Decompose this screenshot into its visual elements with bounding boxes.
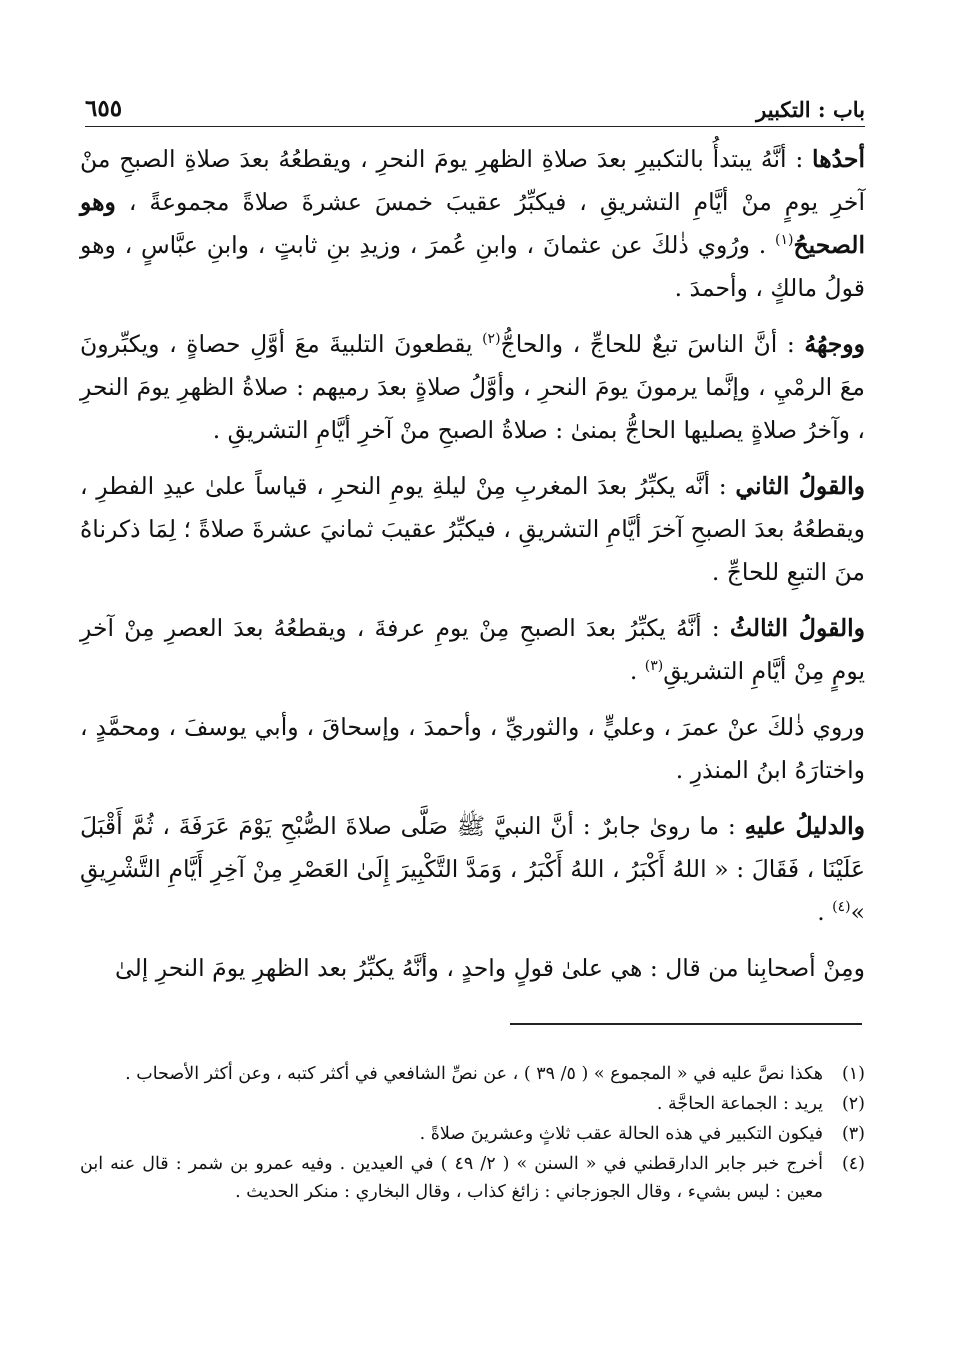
paragraph-text: : أنَّهُ يبتدأُ بالتكبيرِ بعدَ صلاةِ الظهرِ يومَ النحرِ ، ويقطعُهُ بعدَ صلاةِ الصبحِ منْ آخرِ يومٍ منْ أيَّامِ التشريقِ ، فيكبِّرُ عقيبَ خمسَ عشرةَ صلاةً مجموعةً ، xyxy=(80,145,865,216)
footnote-text: فيكون التكبير في هذه الحالة عقب ثلاثٍ وعشرينَ صلاةً . xyxy=(419,1124,823,1144)
keyword: والقولُ الثالثُ xyxy=(729,614,866,642)
paragraph-continuation xyxy=(80,947,865,990)
paragraph-text: : ما روىٰ جابرٌ : أنَّ النبيَّ ﷺ صَلَّى صلاةَ الصُّبْحِ يَوْمَ عَرَفَةَ ، ثُمَّ أَقْبَلَ عَلَيْنَا ، فَقَالَ : « اللهُ أَكْبَرُ ، اللهُ أَكْبَرُ ، وَمَدَّ التَّكْبِيرَ إِلَىٰ العَصْرِ مِنْ آخِرِ أَيَّامِ التَّشْرِيقِ » xyxy=(80,812,865,926)
keyword: والدليلُ عليهِ xyxy=(744,812,865,840)
chapter-title: باب : التكبير xyxy=(756,97,865,122)
footnote xyxy=(80,1060,865,1088)
paragraph-text: . ورُوي ذٰلكَ عن عثمانَ ، وابنِ عُمرَ ، وزيدِ بنِ ثابتٍ ، وابنِ عبَّاسٍ ، وهو قولُ مالكٍ ، وأحمدَ . xyxy=(80,231,865,302)
page-header xyxy=(85,82,865,127)
footnote-ref[interactable]: (٤) xyxy=(832,899,851,916)
footnote-ref[interactable]: (٢) xyxy=(482,331,501,348)
footnote-number: (١) xyxy=(841,1064,865,1084)
footnote-number: (٣) xyxy=(841,1124,865,1144)
keyword: ووجهُهُ xyxy=(804,330,865,358)
keyword: أحدُها xyxy=(812,145,865,173)
paragraph-text: وروي ذٰلكَ عنْ عمرَ ، وعليٍّ ، والثوريِّ ، وأحمدَ ، وإسحاقَ ، وأبي يوسفَ ، ومحمَّدٍ ، واختارَهُ ابنُ المنذرِ . xyxy=(80,713,865,784)
footnote-divider xyxy=(510,1023,862,1025)
footnote-number: (٤) xyxy=(841,1154,865,1174)
footnote-ref[interactable]: (٣) xyxy=(644,658,664,675)
keyword: والقولُ الثاني xyxy=(735,472,866,500)
paragraph-text: : أنَّهُ يكبِّرُ بعدَ الصبحِ مِنْ يومِ عرفةَ ، ويقطعُهُ بعدَ العصرِ مِنْ آخرِ يومٍ مِنْ أيَّامِ التشريقِ xyxy=(80,614,865,685)
paragraph-text: . xyxy=(629,657,645,685)
paragraph-evidence xyxy=(80,805,865,934)
paragraph-third-opinion xyxy=(80,607,865,693)
footnote-ref[interactable]: (١) xyxy=(775,232,794,249)
paragraph-reasoning xyxy=(80,323,865,452)
footnote-number: (٢) xyxy=(841,1094,865,1114)
paragraph-narrators xyxy=(80,706,865,792)
paragraph-text: : أنَّه يكبِّرُ بعدَ المغربِ مِنْ ليلةِ يومِ النحرِ ، قياساً علىٰ عيدِ الفطرِ ، ويقطعُهُ بعدَ الصبحِ آخرَ أيَّامِ التشريقِ ، فيكبِّرُ عقيبَ ثمانيَ عشرةَ صلاةً ؛ لِمَا ذكرناهُ منَ التبعِ للحاجِّ . xyxy=(80,472,865,586)
paragraph-first-opinion xyxy=(80,138,865,310)
keyword: وهو الصحيحُ xyxy=(80,188,865,259)
paragraph-second-opinion xyxy=(80,465,865,594)
paragraph-text: ومِنْ أصحابِنا من قال : هي علىٰ قولٍ واحدٍ ، وأنَّهُ يكبِّرُ بعد الظهرِ يومَ النحرِ إلىٰ xyxy=(115,954,865,982)
footnote xyxy=(80,1120,865,1148)
footnote-text: هكذا نصَّ عليه في « المجموع » ( ٥/ ٣٩ ) ، عن نصِّ الشافعي في أكثر كتبه ، وعن أكثر الأصحاب . xyxy=(125,1064,823,1084)
footnote-text: يريد : الجماعة الحاجَّة . xyxy=(656,1094,823,1114)
paragraph-text: : أنَّ الناسَ تبعٌ للحاجِّ ، والحاجُّ xyxy=(500,330,805,358)
footnote-text: أخرج خبر جابر الدارقطني في « السنن » ( ٢/ ٤٩ ) في العيدين . وفيه عمرو بن شمر : قال عنه ابن معين : ليس بشيء ، وقال الجوزجاني : زائغ كذاب ، وقال البخاري : منكر الحديث . xyxy=(80,1154,823,1202)
main-text xyxy=(80,138,865,1003)
footnote xyxy=(80,1090,865,1118)
footnote xyxy=(80,1150,865,1206)
page-number: ٦٥٥ xyxy=(85,95,123,122)
paragraph-text: . xyxy=(817,898,833,926)
footnotes xyxy=(80,1060,865,1208)
paragraph-text: يقطعونَ التلبيةَ معَ أوَّلِ حصاةٍ ، ويكبِّرونَ معَ الرمْيِ ، وإنَّما يرمونَ يومَ النحرِ ، وأوَّلُ صلاةٍ بعدَ رميهم : صلاةُ الظهرِ يومَ النحرِ ، وآخرُ صلاةٍ يصليها الحاجُّ بمنىٰ : صلاةُ الصبحِ منْ آخرِ أيَّامِ التشريقِ . xyxy=(80,330,865,444)
